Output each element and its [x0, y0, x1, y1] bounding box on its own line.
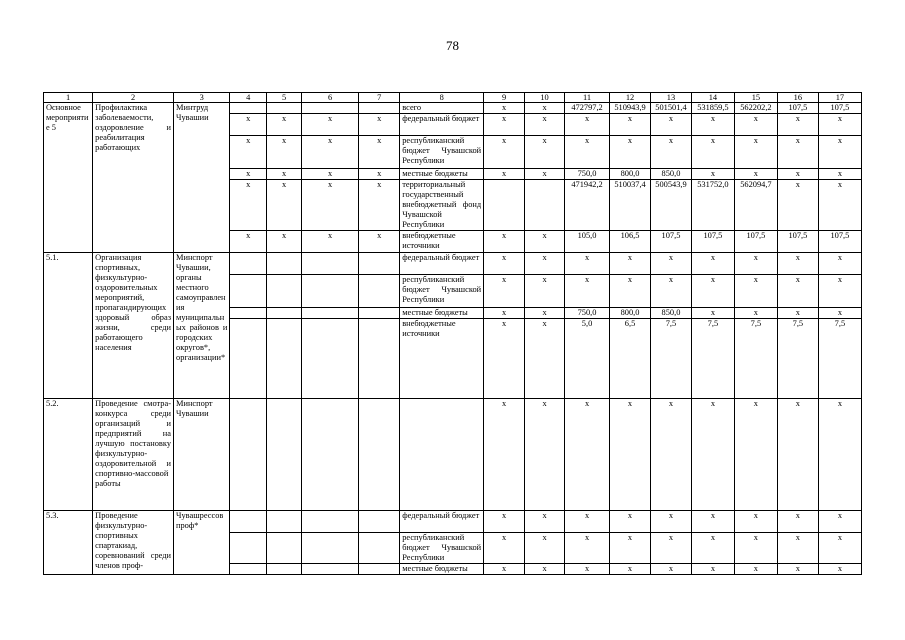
value-cell-11: x	[565, 511, 610, 533]
header-col-13: 13	[650, 93, 691, 103]
header-row	[44, 93, 862, 103]
header-col-3: 3	[174, 93, 230, 103]
measure-cell: Проведение смотра-конкурса среди организаций и предприятий на лучшую постановку физкультурно-оздоровительной и спортивно-массовой работы	[93, 399, 174, 511]
code-cell-4: x	[230, 180, 267, 231]
code-cell-6: x	[301, 231, 358, 253]
value-cell-15: x	[734, 253, 777, 275]
value-cell-10: x	[525, 275, 565, 308]
value-cell-16: x	[777, 399, 818, 511]
code-cell-4	[230, 253, 267, 275]
measure-cell: Проведение физкультурно-спортивных спартакиад, соревнований среди членов проф-	[93, 511, 174, 575]
funding-source-cell: федеральный бюджет	[400, 253, 484, 275]
code-cell-6	[301, 308, 358, 319]
value-cell-9: x	[484, 511, 525, 533]
header-col-6: 6	[301, 93, 358, 103]
code-cell-5: x	[267, 180, 302, 231]
code-cell-4	[230, 308, 267, 319]
value-cell-10: x	[525, 169, 565, 180]
value-cell-10: x	[525, 231, 565, 253]
value-cell-13: 500543,9	[650, 180, 691, 231]
value-cell-15: 562202,2	[734, 103, 777, 114]
value-cell-11: 471942,2	[565, 180, 610, 231]
value-cell-10: x	[525, 533, 565, 564]
value-cell-11: 105,0	[565, 231, 610, 253]
number-cell: 5.1.	[44, 253, 93, 399]
funding-source-cell: местные бюджеты	[400, 564, 484, 575]
measure-cell: Профилактика заболеваемости, оздоровление и реабилитация работающих	[93, 103, 174, 253]
funding-source-cell: республиканский бюджет Чувашской Республики	[400, 275, 484, 308]
code-cell-4: x	[230, 114, 267, 136]
value-cell-10: x	[525, 253, 565, 275]
value-cell-12: x	[610, 253, 651, 275]
value-cell-12: x	[610, 114, 651, 136]
value-cell-10: x	[525, 511, 565, 533]
value-cell-13: x	[650, 275, 691, 308]
value-cell-17: x	[818, 308, 861, 319]
value-cell-13: x	[650, 399, 691, 511]
value-cell-9: x	[484, 253, 525, 275]
value-cell-13: x	[650, 114, 691, 136]
value-cell-17: 107,5	[818, 103, 861, 114]
funding-source-cell: всего	[400, 103, 484, 114]
value-cell-13: 850,0	[650, 169, 691, 180]
value-cell-12: 510037,4	[610, 180, 651, 231]
code-cell-5	[267, 308, 302, 319]
funding-source-cell: республиканский бюджет Чувашской Республики	[400, 136, 484, 169]
page-number: 78	[446, 38, 459, 53]
header-col-10: 10	[525, 93, 565, 103]
value-cell-14: x	[691, 511, 734, 533]
code-cell-7	[359, 533, 400, 564]
value-cell-9: x	[484, 275, 525, 308]
value-cell-11: x	[565, 399, 610, 511]
code-cell-6	[301, 103, 358, 114]
value-cell-15: x	[734, 533, 777, 564]
value-cell-16: x	[777, 180, 818, 231]
value-cell-17: x	[818, 533, 861, 564]
code-cell-4	[230, 103, 267, 114]
value-cell-17: x	[818, 136, 861, 169]
code-cell-7	[359, 319, 400, 399]
code-cell-6: x	[301, 180, 358, 231]
code-cell-5	[267, 103, 302, 114]
value-cell-11: 5,0	[565, 319, 610, 399]
financing-table	[43, 92, 862, 575]
value-cell-15: x	[734, 511, 777, 533]
code-cell-4	[230, 399, 267, 511]
value-cell-9: x	[484, 114, 525, 136]
value-cell-17: 107,5	[818, 231, 861, 253]
header-col-12: 12	[610, 93, 651, 103]
code-cell-6: x	[301, 169, 358, 180]
code-cell-6	[301, 253, 358, 275]
value-cell-13: x	[650, 564, 691, 575]
value-cell-15: 107,5	[734, 231, 777, 253]
funding-source-cell: внебюджетные источники	[400, 319, 484, 399]
header-col-8: 8	[400, 93, 484, 103]
value-cell-16: 107,5	[777, 231, 818, 253]
value-cell-16: x	[777, 136, 818, 169]
header-col-9: 9	[484, 93, 525, 103]
number-cell: 5.2.	[44, 399, 93, 511]
value-cell-10: x	[525, 308, 565, 319]
value-cell-11: x	[565, 136, 610, 169]
value-cell-14: x	[691, 114, 734, 136]
value-cell-12: 6,5	[610, 319, 651, 399]
code-cell-6	[301, 511, 358, 533]
code-cell-7	[359, 399, 400, 511]
value-cell-11: 750,0	[565, 169, 610, 180]
value-cell-14: x	[691, 275, 734, 308]
executor-cell: Минспорт Чувашии	[174, 399, 230, 511]
value-cell-15: 7,5	[734, 319, 777, 399]
funding-source-cell: местные бюджеты	[400, 169, 484, 180]
code-cell-6	[301, 319, 358, 399]
value-cell-13: x	[650, 136, 691, 169]
value-cell-14: x	[691, 308, 734, 319]
value-cell-15: x	[734, 399, 777, 511]
executor-cell: Чувашрессовпроф*	[174, 511, 230, 575]
value-cell-17: x	[818, 564, 861, 575]
value-cell-16: x	[777, 275, 818, 308]
code-cell-6	[301, 533, 358, 564]
value-cell-10: x	[525, 564, 565, 575]
number-cell: Основное мероприятие 5	[44, 103, 93, 253]
code-cell-5	[267, 275, 302, 308]
code-cell-5: x	[267, 169, 302, 180]
value-cell-9: x	[484, 169, 525, 180]
value-cell-15: 562094,7	[734, 180, 777, 231]
value-cell-9: x	[484, 533, 525, 564]
code-cell-4	[230, 533, 267, 564]
value-cell-16: x	[777, 533, 818, 564]
value-cell-17: x	[818, 511, 861, 533]
value-cell-16: 7,5	[777, 319, 818, 399]
code-cell-7: x	[359, 114, 400, 136]
code-cell-6	[301, 275, 358, 308]
value-cell-11: x	[565, 275, 610, 308]
header-col-2: 2	[93, 93, 174, 103]
value-cell-11: x	[565, 564, 610, 575]
code-cell-7	[359, 275, 400, 308]
code-cell-4	[230, 511, 267, 533]
table-body	[44, 93, 862, 575]
code-cell-7	[359, 564, 400, 575]
value-cell-10: x	[525, 114, 565, 136]
code-cell-5: x	[267, 231, 302, 253]
header-col-15: 15	[734, 93, 777, 103]
value-cell-13: 850,0	[650, 308, 691, 319]
value-cell-16: x	[777, 253, 818, 275]
value-cell-13: 7,5	[650, 319, 691, 399]
value-cell-9: x	[484, 564, 525, 575]
code-cell-7: x	[359, 169, 400, 180]
code-cell-6: x	[301, 136, 358, 169]
value-cell-11: x	[565, 114, 610, 136]
value-cell-12: x	[610, 275, 651, 308]
code-cell-6: x	[301, 114, 358, 136]
code-cell-6	[301, 564, 358, 575]
value-cell-14: x	[691, 564, 734, 575]
code-cell-7	[359, 511, 400, 533]
header-col-5: 5	[267, 93, 302, 103]
value-cell-11: x	[565, 253, 610, 275]
funding-source-cell: внебюджетные источники	[400, 231, 484, 253]
value-cell-15: x	[734, 136, 777, 169]
funding-source-cell: федеральный бюджет	[400, 511, 484, 533]
funding-source-cell: республиканский бюджет Чувашской Республики	[400, 533, 484, 564]
value-cell-9: x	[484, 319, 525, 399]
code-cell-5	[267, 564, 302, 575]
value-cell-10: x	[525, 136, 565, 169]
executor-cell: Минспорт Чувашии, органы местного самоуправления муниципальных районов и городских округов*, организации*	[174, 253, 230, 399]
header-col-16: 16	[777, 93, 818, 103]
value-cell-12: x	[610, 399, 651, 511]
value-cell-10	[525, 180, 565, 231]
code-cell-5	[267, 253, 302, 275]
code-cell-5	[267, 533, 302, 564]
executor-cell: Минтруд Чувашии	[174, 103, 230, 253]
value-cell-12: 106,5	[610, 231, 651, 253]
value-cell-9: x	[484, 399, 525, 511]
value-cell-16: 107,5	[777, 103, 818, 114]
code-cell-7: x	[359, 180, 400, 231]
value-cell-10: x	[525, 319, 565, 399]
code-cell-7: x	[359, 231, 400, 253]
value-cell-15: x	[734, 308, 777, 319]
funding-source-cell: федеральный бюджет	[400, 114, 484, 136]
code-cell-7	[359, 103, 400, 114]
value-cell-17: x	[818, 114, 861, 136]
value-cell-12: x	[610, 533, 651, 564]
code-cell-4: x	[230, 136, 267, 169]
value-cell-16: x	[777, 114, 818, 136]
value-cell-9: x	[484, 231, 525, 253]
value-cell-14: x	[691, 399, 734, 511]
value-cell-14: x	[691, 169, 734, 180]
value-cell-14: 7,5	[691, 319, 734, 399]
number-cell: 5.3.	[44, 511, 93, 575]
code-cell-5	[267, 399, 302, 511]
value-cell-13: 107,5	[650, 231, 691, 253]
value-cell-13: x	[650, 253, 691, 275]
value-cell-11: 472797,2	[565, 103, 610, 114]
value-cell-15: x	[734, 169, 777, 180]
value-cell-13: x	[650, 511, 691, 533]
value-cell-14: x	[691, 533, 734, 564]
value-cell-16: x	[777, 511, 818, 533]
value-cell-17: 7,5	[818, 319, 861, 399]
header-col-17: 17	[818, 93, 861, 103]
value-cell-12: x	[610, 136, 651, 169]
funding-source-cell: местные бюджеты	[400, 308, 484, 319]
value-cell-9: x	[484, 136, 525, 169]
code-cell-4	[230, 564, 267, 575]
table-row	[44, 511, 862, 533]
value-cell-15: x	[734, 275, 777, 308]
header-col-7: 7	[359, 93, 400, 103]
table-row	[44, 253, 862, 275]
table-row	[44, 399, 862, 511]
code-cell-5	[267, 319, 302, 399]
code-cell-5: x	[267, 136, 302, 169]
value-cell-17: x	[818, 253, 861, 275]
value-cell-12: x	[610, 564, 651, 575]
value-cell-10: x	[525, 103, 565, 114]
value-cell-14: 107,5	[691, 231, 734, 253]
code-cell-4	[230, 275, 267, 308]
value-cell-15: x	[734, 564, 777, 575]
value-cell-14: x	[691, 136, 734, 169]
value-cell-10: x	[525, 399, 565, 511]
code-cell-5: x	[267, 114, 302, 136]
value-cell-14: 531752,0	[691, 180, 734, 231]
code-cell-4	[230, 319, 267, 399]
code-cell-4: x	[230, 169, 267, 180]
value-cell-12: x	[610, 511, 651, 533]
value-cell-12: 510943,9	[610, 103, 651, 114]
value-cell-14: 531859,5	[691, 103, 734, 114]
value-cell-11: 750,0	[565, 308, 610, 319]
code-cell-7	[359, 253, 400, 275]
code-cell-7	[359, 308, 400, 319]
header-col-4: 4	[230, 93, 267, 103]
value-cell-17: x	[818, 399, 861, 511]
value-cell-12: 800,0	[610, 169, 651, 180]
header-col-14: 14	[691, 93, 734, 103]
value-cell-9	[484, 180, 525, 231]
value-cell-16: x	[777, 564, 818, 575]
funding-source-cell	[400, 399, 484, 511]
value-cell-17: x	[818, 180, 861, 231]
code-cell-4: x	[230, 231, 267, 253]
value-cell-9: x	[484, 308, 525, 319]
value-cell-12: 800,0	[610, 308, 651, 319]
value-cell-11: x	[565, 533, 610, 564]
code-cell-5	[267, 511, 302, 533]
code-cell-6	[301, 399, 358, 511]
value-cell-15: x	[734, 114, 777, 136]
value-cell-16: x	[777, 169, 818, 180]
value-cell-17: x	[818, 169, 861, 180]
table-row	[44, 103, 862, 114]
header-col-1: 1	[44, 93, 93, 103]
value-cell-14: x	[691, 253, 734, 275]
value-cell-13: 501501,4	[650, 103, 691, 114]
value-cell-9: x	[484, 103, 525, 114]
code-cell-7: x	[359, 136, 400, 169]
value-cell-13: x	[650, 533, 691, 564]
header-col-11: 11	[565, 93, 610, 103]
measure-cell: Организация спортивных, физкультурно-оздоровительных мероприятий, пропагандирующих здоровый образ жизни, среди работающего населения	[93, 253, 174, 399]
funding-source-cell: территориальный государственный внебюджетный фонд Чувашской Республики	[400, 180, 484, 231]
value-cell-16: x	[777, 308, 818, 319]
value-cell-17: x	[818, 275, 861, 308]
